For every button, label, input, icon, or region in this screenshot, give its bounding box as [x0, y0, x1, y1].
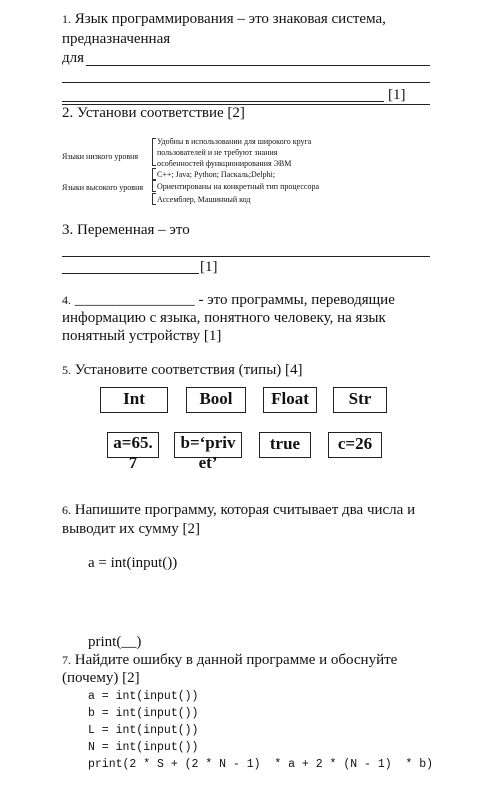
q1-line3-prefix: для	[62, 50, 85, 66]
type-box-bool[interactable]: Bool	[186, 387, 246, 413]
type-box-float[interactable]: Float	[263, 387, 317, 413]
q3-answer-line-2[interactable]	[62, 273, 199, 274]
type-box-int[interactable]: Int	[100, 387, 168, 413]
type-box-str[interactable]: Str	[333, 387, 387, 413]
q7-text: Найдите ошибку в данной программе и обоснуйте	[74, 652, 398, 668]
q4-number: 4.	[62, 293, 71, 307]
q1-points: [1]	[388, 87, 406, 103]
q5-title: Установите соответствия (типы) [4]	[74, 362, 303, 378]
q6-line2: выводит их сумму [2]	[62, 521, 200, 537]
q2-right-4: Ассемблер, Машинный код	[157, 195, 251, 204]
q2-left-high: Языки высокого уровня	[62, 183, 144, 192]
q4-blank[interactable]: ________________	[74, 292, 195, 308]
q2-right-3: Ориентированы на конкретный тип процессора	[157, 182, 320, 191]
q2-bracket-1	[152, 138, 156, 166]
value-box-true[interactable]: true	[259, 432, 311, 458]
q1-answer-line-3[interactable]	[62, 101, 384, 102]
q7-code-line-1: a = int(input())	[88, 690, 199, 703]
q3-title: 3. Переменная – это	[62, 222, 190, 238]
q1-line2: предназначенная	[62, 31, 171, 47]
q7-line1	[62, 651, 397, 670]
q2-bracket-4	[152, 193, 156, 205]
q7-code-line-2: b = int(input())	[88, 707, 199, 720]
q7-code-line-4: N = int(input())	[88, 741, 199, 754]
q2-right-1a: Удобны в использовании для широкого круга	[157, 137, 312, 146]
q3-answer-line-1[interactable]	[62, 256, 430, 257]
q6-line1	[62, 501, 415, 520]
q4-line1	[62, 291, 395, 310]
q2-bracket-3	[152, 180, 156, 192]
q2-title: 2. Установи соответствие [2]	[62, 105, 245, 121]
q4-line2: информацию с языка, понятного человеку, на язык	[62, 310, 386, 326]
q4-line1-rest: - это программы, переводящие	[198, 292, 395, 308]
q2-right-1b: пользователей и не требуют знания	[157, 148, 278, 157]
q2-bracket-2	[152, 168, 156, 180]
value-box-c[interactable]: c=26	[328, 432, 382, 458]
q2-right-1c: особенностей функционирования ЭВМ	[157, 159, 292, 168]
q1-answer-line-1[interactable]	[86, 65, 430, 66]
q2-left-low: Языки низкого уровня	[62, 152, 139, 161]
q7-code-line-5: print(2 * S + (2 * N - 1) * a + 2 * (N - 1) * b)	[88, 758, 434, 771]
value-box-a[interactable]: a=65. 7	[107, 432, 159, 458]
q6-code-line1: a = int(input())	[88, 555, 178, 571]
q1-answer-line-2[interactable]	[62, 82, 430, 83]
q2-right-2: С++; Java; Python; Паскаль;Delphi;	[157, 170, 276, 179]
q5-number: 5.	[62, 363, 71, 377]
q7-line2: (почему) [2]	[62, 670, 140, 686]
q6-code-line2: print(__)	[88, 634, 142, 650]
q6-text: Напишите программу, которая считывает два числа и	[74, 502, 416, 518]
q7-number: 7.	[62, 653, 71, 667]
q7-code-line-3: L = int(input())	[88, 724, 199, 737]
q1-number: 1.	[62, 12, 71, 26]
q1-text: Язык программирования – это знаковая система,	[74, 11, 386, 27]
q6-number: 6.	[62, 503, 71, 517]
q5-title-line	[62, 361, 303, 380]
q1-line1	[62, 10, 386, 29]
value-box-b[interactable]: b=‘priv et’	[174, 432, 242, 458]
q3-points: [1]	[200, 259, 218, 275]
q4-line3: понятный устройству [1]	[62, 328, 222, 344]
